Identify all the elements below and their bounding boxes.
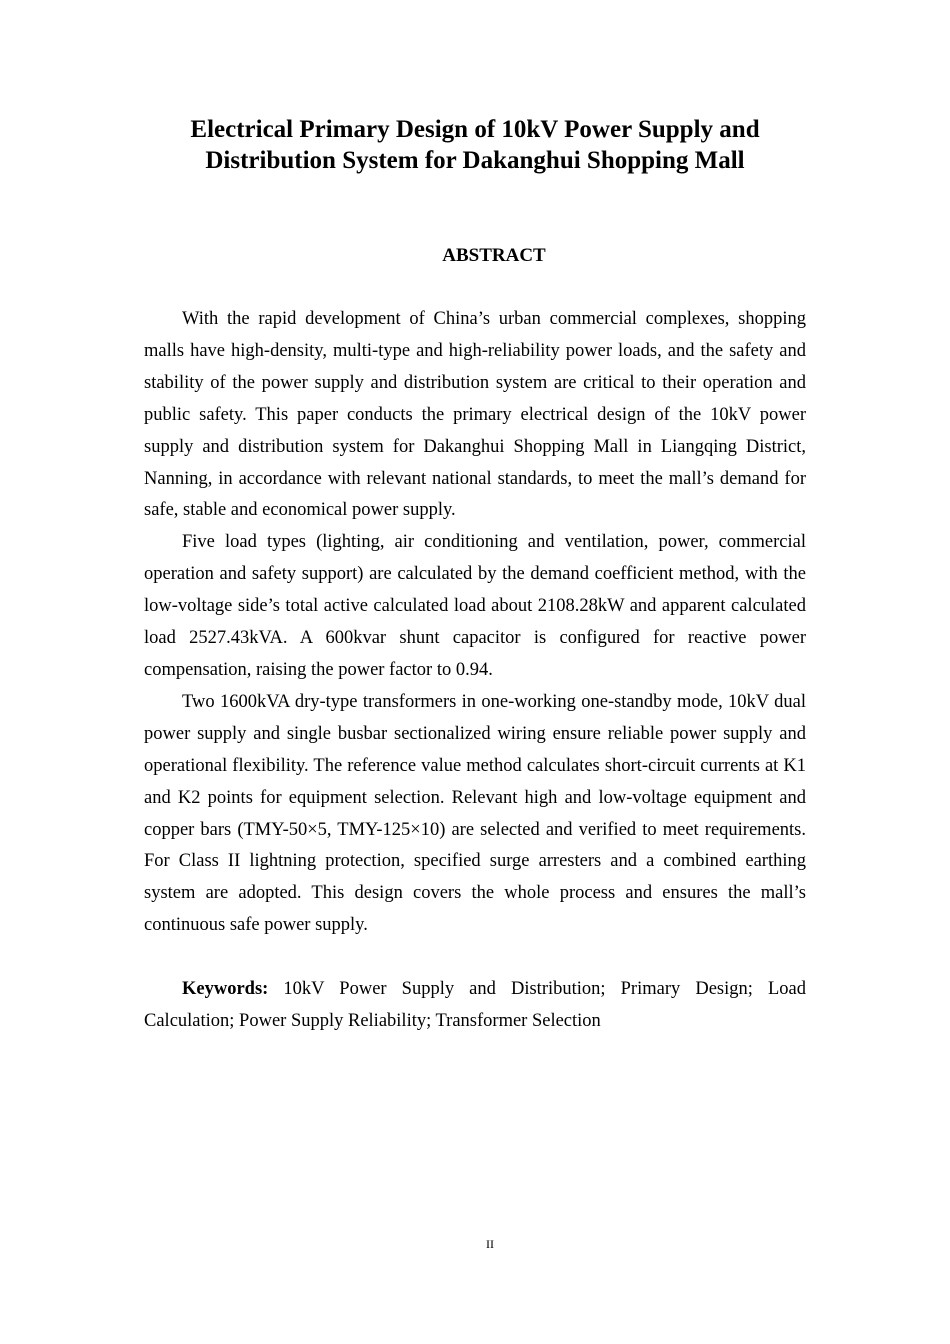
paper-title-line-1: Electrical Primary Design of 10kV Power Supply and <box>190 116 760 143</box>
paper-title-line-2: Distribution System for Dakanghui Shopping Mall <box>205 147 745 174</box>
keywords-text: 10kV Power Supply and Distribution; Primary Design; Load Calculation; Power Supply Reliability; Transformer Selection <box>144 979 806 1031</box>
abstract-heading: ABSTRACT <box>442 245 546 266</box>
paper-title <box>144 114 806 176</box>
abstract-paragraph-1: With the rapid development of China’s urban commercial complexes, shopping malls have high-density, multi-type and high-reliability power loads, and the safety and stability of the power supply and distribution system are critical to their operation and public safety. This paper conducts the primary electrical design of the 10kV power supply and distribution system for Dakanghui Shopping Mall in Liangqing District, Nanning, in accordance with relevant national standards, to meet the mall’s demand for safe, stable and economical power supply. <box>144 309 806 521</box>
keywords-line <box>144 974 806 1038</box>
abstract-paragraph-2: Five load types (lighting, air conditioning and ventilation, power, commercial operation and safety support) are calculated by the demand coefficient method, with the low-voltage side’s total active calculated load about 2108.28kW and apparent calculated load 2527.43kVA. A 600kvar shunt capacitor is configured for reactive power compensation, raising the power factor to 0.94. <box>144 532 806 680</box>
abstract-body <box>144 304 806 942</box>
keywords-label: Keywords: <box>182 979 269 999</box>
abstract-paragraph-3: Two 1600kVA dry-type transformers in one-working one-standby mode, 10kV dual power supply and single busbar sectionalized wiring ensure reliable power supply and operational flexibility. The reference value method calculates short-circuit currents at K1 and K2 points for equipment selection. Relevant high and low-voltage equipment and copper bars (TMY-50×5, TMY-125×10) are selected and verified to meet requirements. For Class II lightning protection, specified surge arresters and a combined earthing system are adopted. This design covers the whole process and ensures the mall’s continuous safe power supply. <box>144 691 806 936</box>
page-number: II <box>486 1237 494 1251</box>
